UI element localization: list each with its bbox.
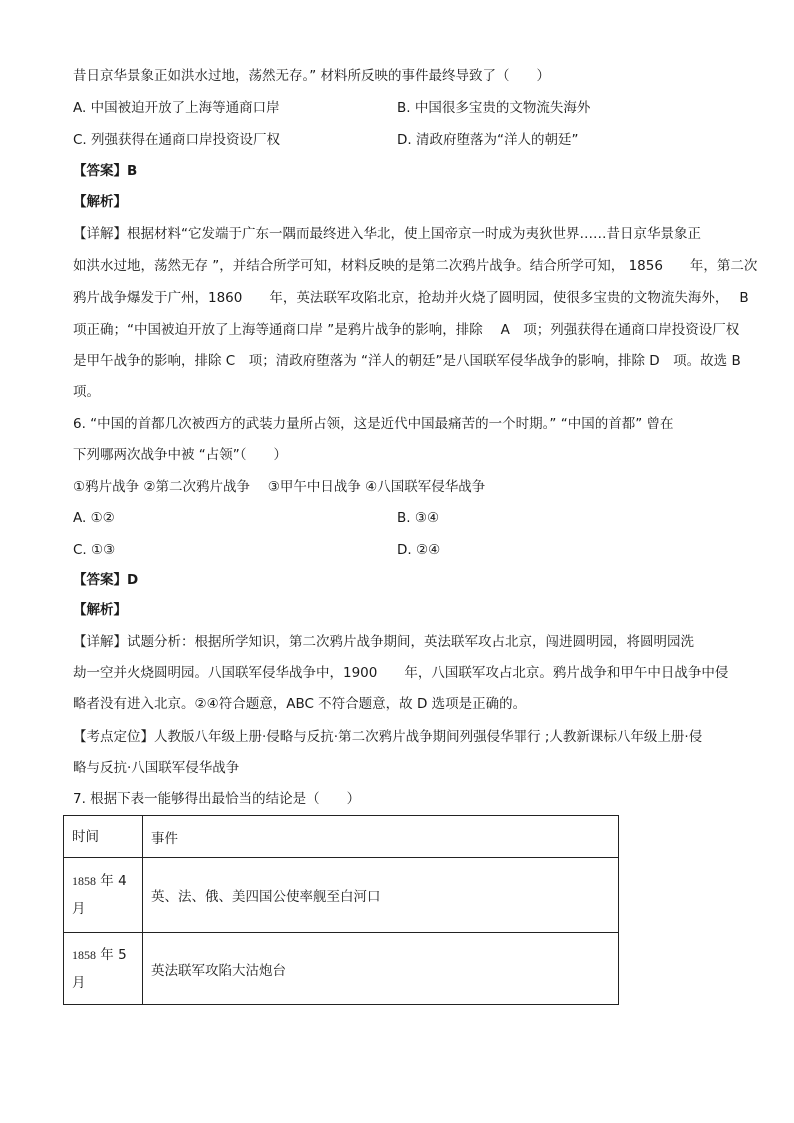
q5-analysis-label: 【解析】: [73, 194, 127, 210]
table-row: [64, 933, 619, 1005]
row-time: [64, 933, 143, 1005]
q5-stem: 昔日京华景象正如洪水过地，荡然无存。” 材料所反映的事件最终导致了（ ）: [73, 68, 551, 84]
q5-detail-line: 项正确；“中国被迫开放了上海等通商口岸 ”是鸦片战争的影响，排除 A 项；列强获得在通商口岸投资设厂权: [73, 322, 740, 338]
row-time-month: 年 5: [100, 946, 127, 963]
q5-detail-line: 是甲午战争的影响，排除 C 项；清政府堕落为 “洋人的朝廷”是八国联军侵华战争的影响，排除 D 项。故选 B: [73, 353, 741, 369]
row-time-year: 1858: [72, 947, 96, 962]
q6-kaodian-line: 【考点定位】人教版八年级上册·侵略与反抗·第二次鸦片战争期间列强侵华罪行 ;人教新课标八年级上册·侵: [73, 729, 703, 745]
q6-kaodian-line: 略与反抗·八国联军侵华战争: [73, 760, 240, 776]
q6-stem-line: 下列哪两次战争中被 “占领”（ ）: [73, 447, 288, 463]
row-event: 英法联军攻陷大沽炮台: [143, 933, 619, 1005]
q5-option-d: D. 清政府堕落为“洋人的朝廷”: [397, 132, 579, 148]
row-time-year: 1858: [72, 874, 96, 888]
row-event: 英、法、俄、美四国公使率舰至白河口: [143, 858, 619, 933]
table-row: [64, 858, 619, 933]
q5-option-c: C. 列强获得在通商口岸投资设厂权: [73, 132, 281, 148]
q6-option-c: C. ①③: [73, 542, 116, 558]
row-time-month-tail: 月: [72, 901, 86, 917]
row-time-month: 年 4: [100, 873, 127, 889]
q6-option-d: D. ②④: [397, 542, 441, 558]
q5-detail-line: 项。: [73, 384, 100, 400]
header-event: 事件: [143, 816, 619, 858]
q6-detail-line: 劫一空并火烧圆明园。八国联军侵华战争中，1900 年，八国联军攻占北京。鸦片战争和甲午中日战争中侵: [73, 665, 729, 681]
q5-option-a: A. 中国被迫开放了上海等通商口岸: [73, 100, 280, 116]
q5-detail-line: 如洪水过地，荡然无存 ”，并结合所学可知，材料反映的是第二次鸦片战争。结合所学可知， 1856 年，第二次: [73, 258, 758, 274]
row-time-month-tail: 月: [72, 974, 86, 991]
header-time: 时间: [64, 816, 143, 858]
q5-answer: 【答案】B: [73, 163, 138, 179]
q6-option-b: B. ③④: [397, 510, 440, 526]
q6-answer: 【答案】D: [73, 572, 139, 588]
q5-detail-line: 【详解】根据材料“它发端于广东一隅而最终进入华北，使上国帝京一时成为夷狄世界……昔日京华景象正: [73, 226, 701, 242]
q6-option-a: A. ①②: [73, 510, 115, 526]
q6-choices: ①鸦片战争 ②第二次鸦片战争 ③甲午中日战争 ④八国联军侵华战争: [73, 479, 486, 495]
q6-detail-line: 略者没有进入北京。②④符合题意，ABC 不符合题意，故 D 选项是正确的。: [73, 696, 527, 712]
q7-stem: 7. 根据下表一能够得出最恰当的结论是（ ）: [73, 791, 361, 807]
q5-detail-line: 鸦片战争爆发于广州，1860 年，英法联军攻陷北京，抢劫并火烧了圆明园，使很多宝贵的文物流失海外， B: [73, 290, 749, 306]
q5-option-b: B. 中国很多宝贵的文物流失海外: [397, 100, 591, 116]
row-time: [64, 858, 143, 933]
events-table: [63, 815, 619, 1005]
table-header-row: [64, 816, 619, 858]
q6-stem-line: 6. “中国的首都几次被西方的武装力量所占领，这是近代中国最痛苦的一个时期。” “中国的首都” 曾在: [73, 416, 674, 432]
q6-detail-line: 【详解】试题分析：根据所学知识，第二次鸦片战争期间，英法联军攻占北京，闯进圆明园，将圆明园洗: [73, 634, 694, 650]
q6-analysis-label: 【解析】: [73, 602, 127, 618]
